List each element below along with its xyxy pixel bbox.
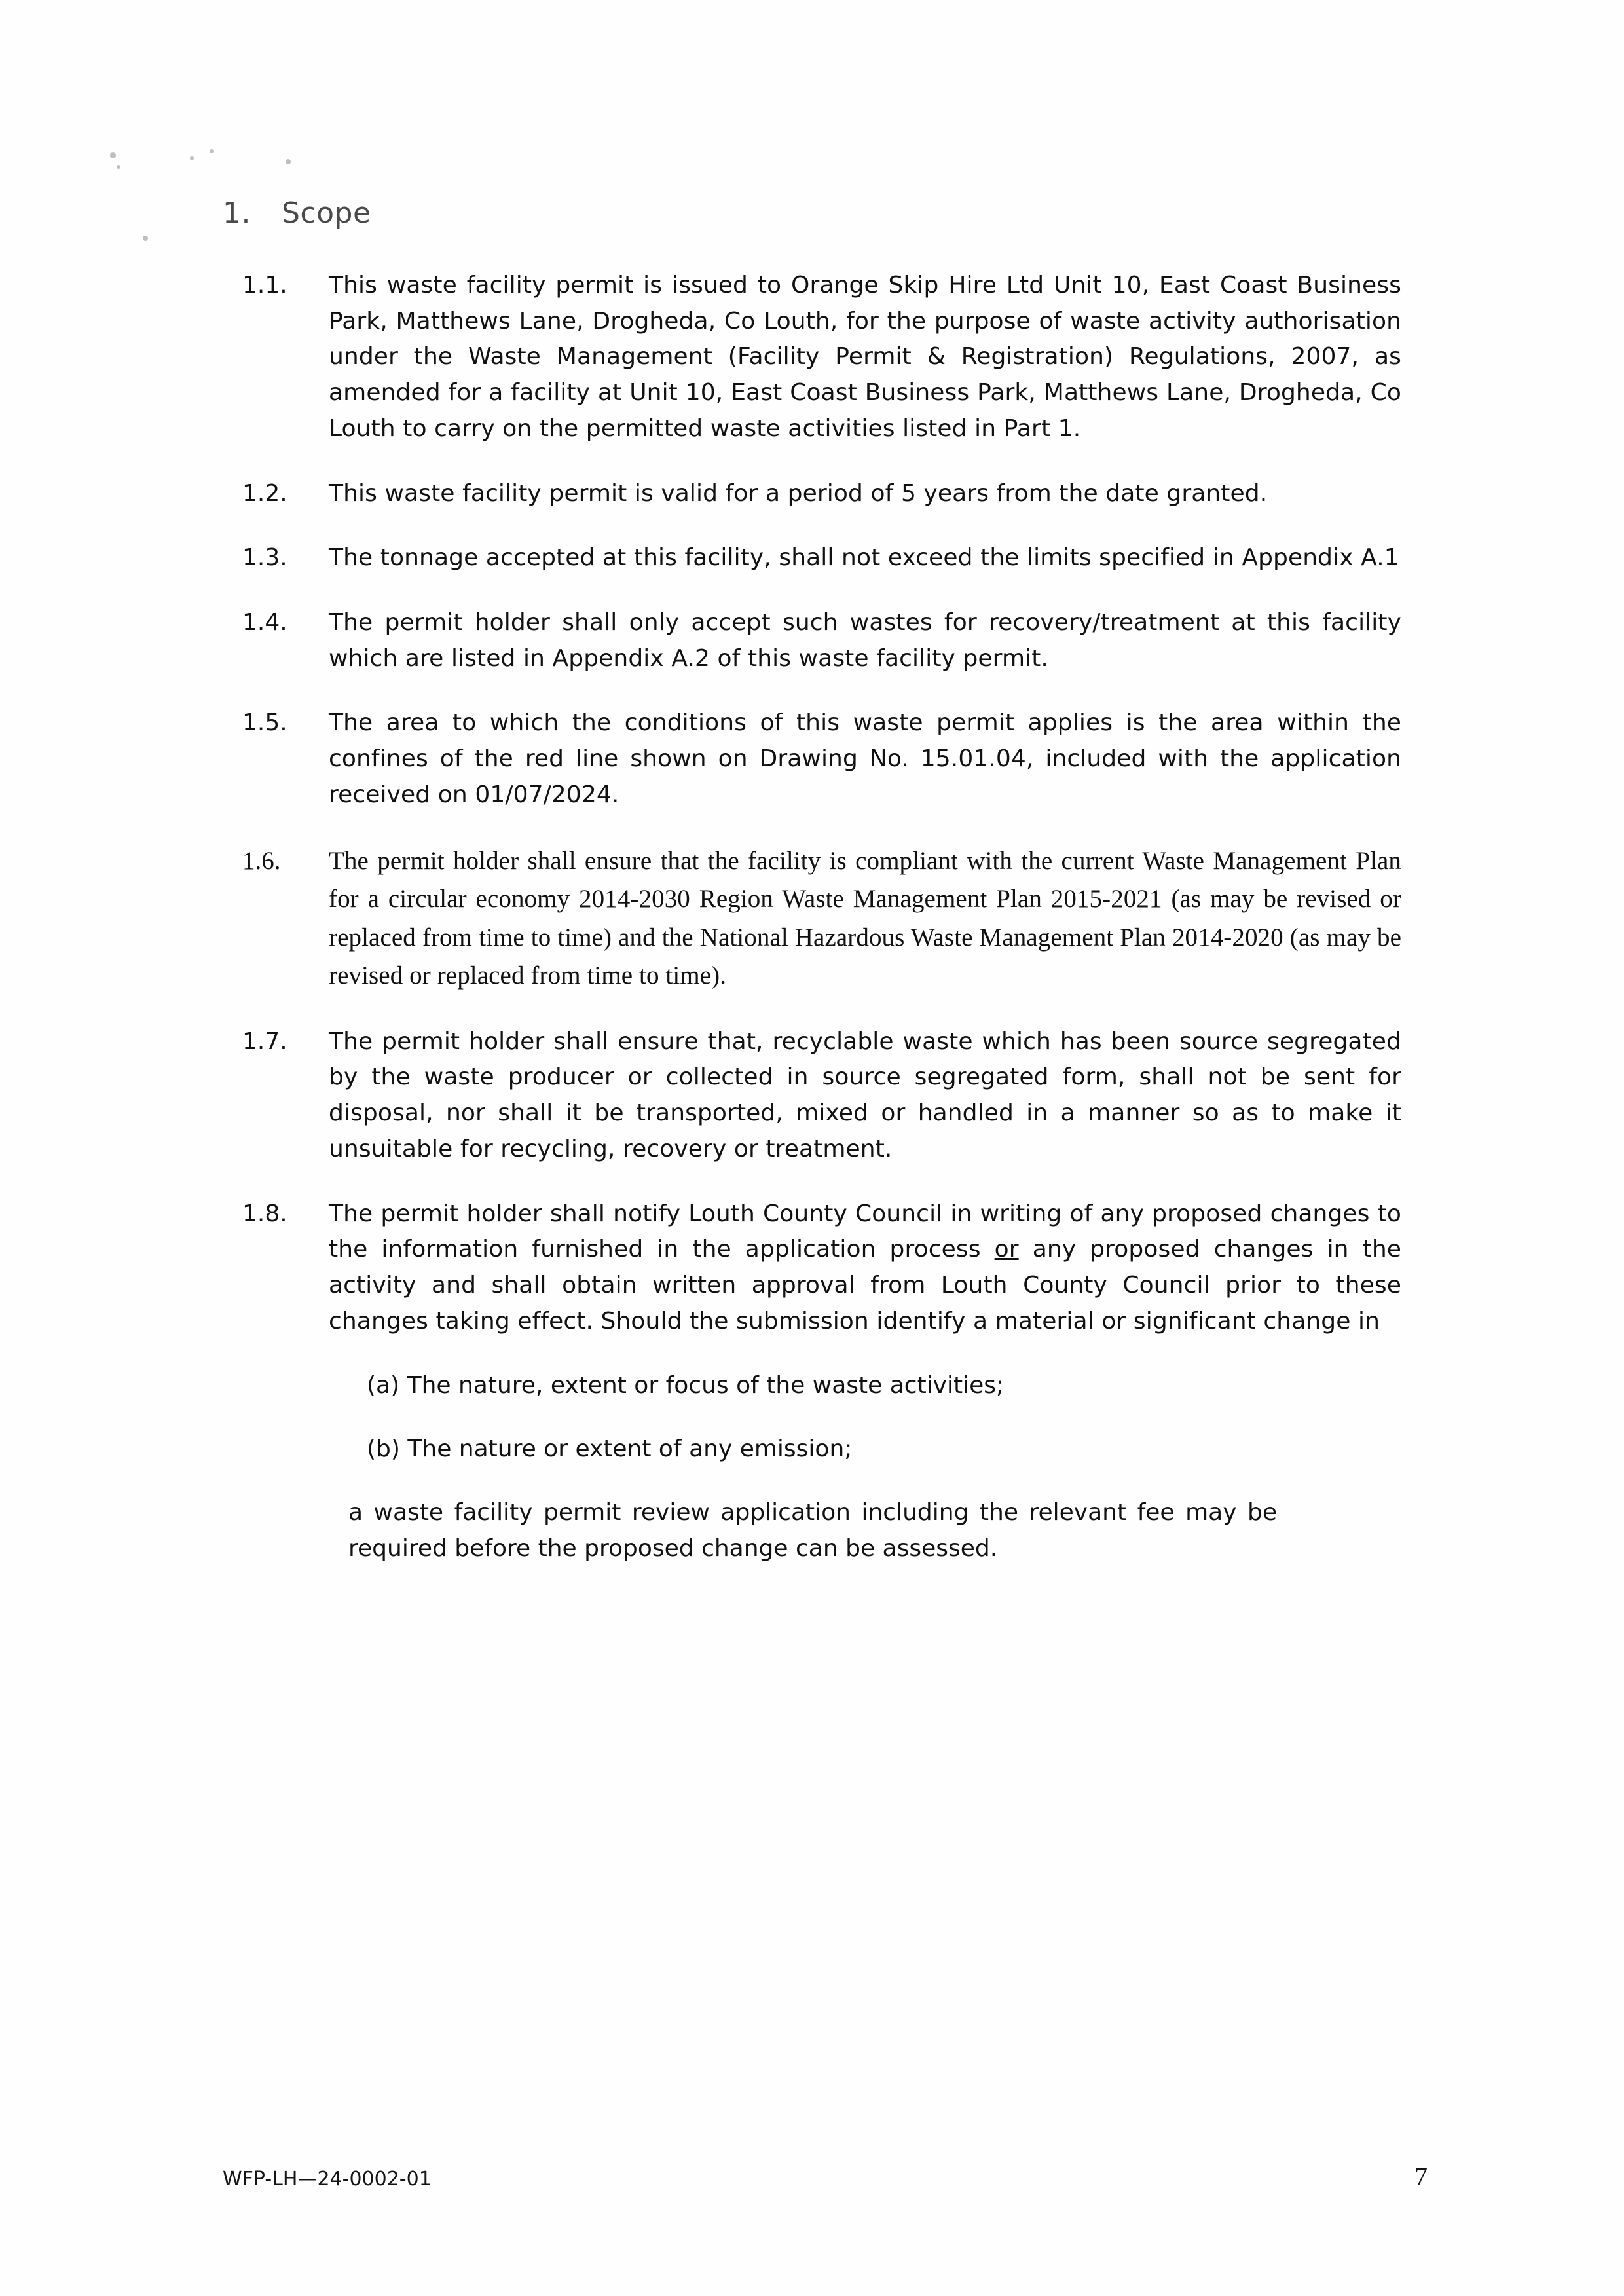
section-heading bbox=[223, 196, 1401, 230]
clause-number: 1.8. bbox=[242, 1200, 287, 1227]
scan-speckle bbox=[210, 149, 214, 153]
clause-text: The permit holder shall only accept such wastes for recovery/treatment at this facility which are listed in Appendix A.2 of this waste facility permit. bbox=[329, 609, 1401, 672]
clause-text: This waste facility permit is issued to Orange Skip Hire Ltd Unit 10, East Coast Business Park, Matthews Lane, Drogheda, Co Louth, for the purpose of waste activity authorisation under the Waste Management (Facility Permit & Registration) Regulations, 2007, as amended for a facility at Unit 10, East Coast Business Park, Matthews Lane, Drogheda, Co Louth to carry on the permitted waste activities listed in Part 1. bbox=[329, 272, 1401, 442]
clause-1-3 bbox=[223, 540, 1401, 576]
clause-1-6 bbox=[223, 842, 1401, 995]
clause-text bbox=[329, 1196, 1401, 1340]
clause-1-8 bbox=[223, 1196, 1401, 1340]
clause-1-1 bbox=[223, 268, 1401, 447]
clause-number: 1.7. bbox=[242, 1028, 287, 1055]
clause-number: 1.4. bbox=[242, 609, 287, 637]
clause-text-underlined: or bbox=[994, 1236, 1019, 1263]
scan-speckle bbox=[110, 152, 116, 158]
scan-speckle bbox=[117, 165, 120, 169]
clause-1-7 bbox=[223, 1024, 1401, 1168]
clause-number: 1.2. bbox=[242, 479, 287, 507]
scan-speckle bbox=[143, 236, 148, 241]
clause-text: The permit holder shall ensure that, recyclable waste which has been source segregated by the waste producer or collected in source segregated form, shall not be sent for disposal, nor shall it be transported, mixed or handled in a manner so as to make it unsuitable for recycling, recovery or treatment. bbox=[329, 1028, 1401, 1162]
scan-speckle bbox=[286, 159, 291, 164]
clause-number: 1.5. bbox=[242, 709, 287, 737]
clause-number: 1.6. bbox=[242, 846, 281, 875]
clause-number: 1.1. bbox=[242, 272, 287, 299]
page-footer bbox=[223, 2161, 1428, 2192]
closing-paragraph: a waste facility permit review application including the relevant fee may be required before the proposed change can be assessed. bbox=[348, 1498, 1277, 1562]
clause-text: The permit holder shall ensure that the facility is compliant with the current Waste Management Plan for a circular economy 2014-2030 Region Waste Management Plan 2015-2021 (as may be revised or replaced from time to time) and the National Hazardous Waste Management Plan 2014-2020 (as may be revised or replaced from time to time). bbox=[329, 846, 1401, 990]
footer-page-number: 7 bbox=[1414, 2162, 1428, 2191]
section-heading-title: Scope bbox=[282, 196, 371, 230]
clause-text-part1: The permit holder shall notify Louth County Council in writing of any proposed changes to the information furnished in the application process bbox=[329, 1200, 1401, 1263]
clause-text-part2: any proposed changes in the activity and shall obtain written approval from Louth County Council prior to these changes taking effect. Should the submission identify a material or significant change in bbox=[329, 1236, 1402, 1335]
clause-1-5 bbox=[223, 705, 1401, 813]
section-heading-number: 1. bbox=[223, 196, 251, 230]
clause-text: The area to which the conditions of this waste permit applies is the area within the confines of the red line shown on Drawing No. 15.01.04, included with the application received on 01/07/2024. bbox=[329, 709, 1401, 808]
clause-number: 1.3. bbox=[242, 544, 287, 572]
document-content bbox=[223, 196, 1401, 1594]
scan-speckle bbox=[190, 156, 194, 160]
clause-text: The tonnage accepted at this facility, shall not exceed the limits specified in Appendix A.1 bbox=[329, 544, 1399, 572]
subitem-b: (b) The nature or extent of any emission; bbox=[367, 1435, 853, 1463]
footer-reference: WFP-LH—24-0002-01 bbox=[223, 2168, 432, 2191]
clause-text: This waste facility permit is valid for a period of 5 years from the date granted. bbox=[329, 479, 1268, 507]
clause-1-4 bbox=[223, 605, 1401, 676]
subitem-a: (a) The nature, extent or focus of the waste activities; bbox=[367, 1372, 1005, 1399]
clause-1-2 bbox=[223, 476, 1401, 512]
